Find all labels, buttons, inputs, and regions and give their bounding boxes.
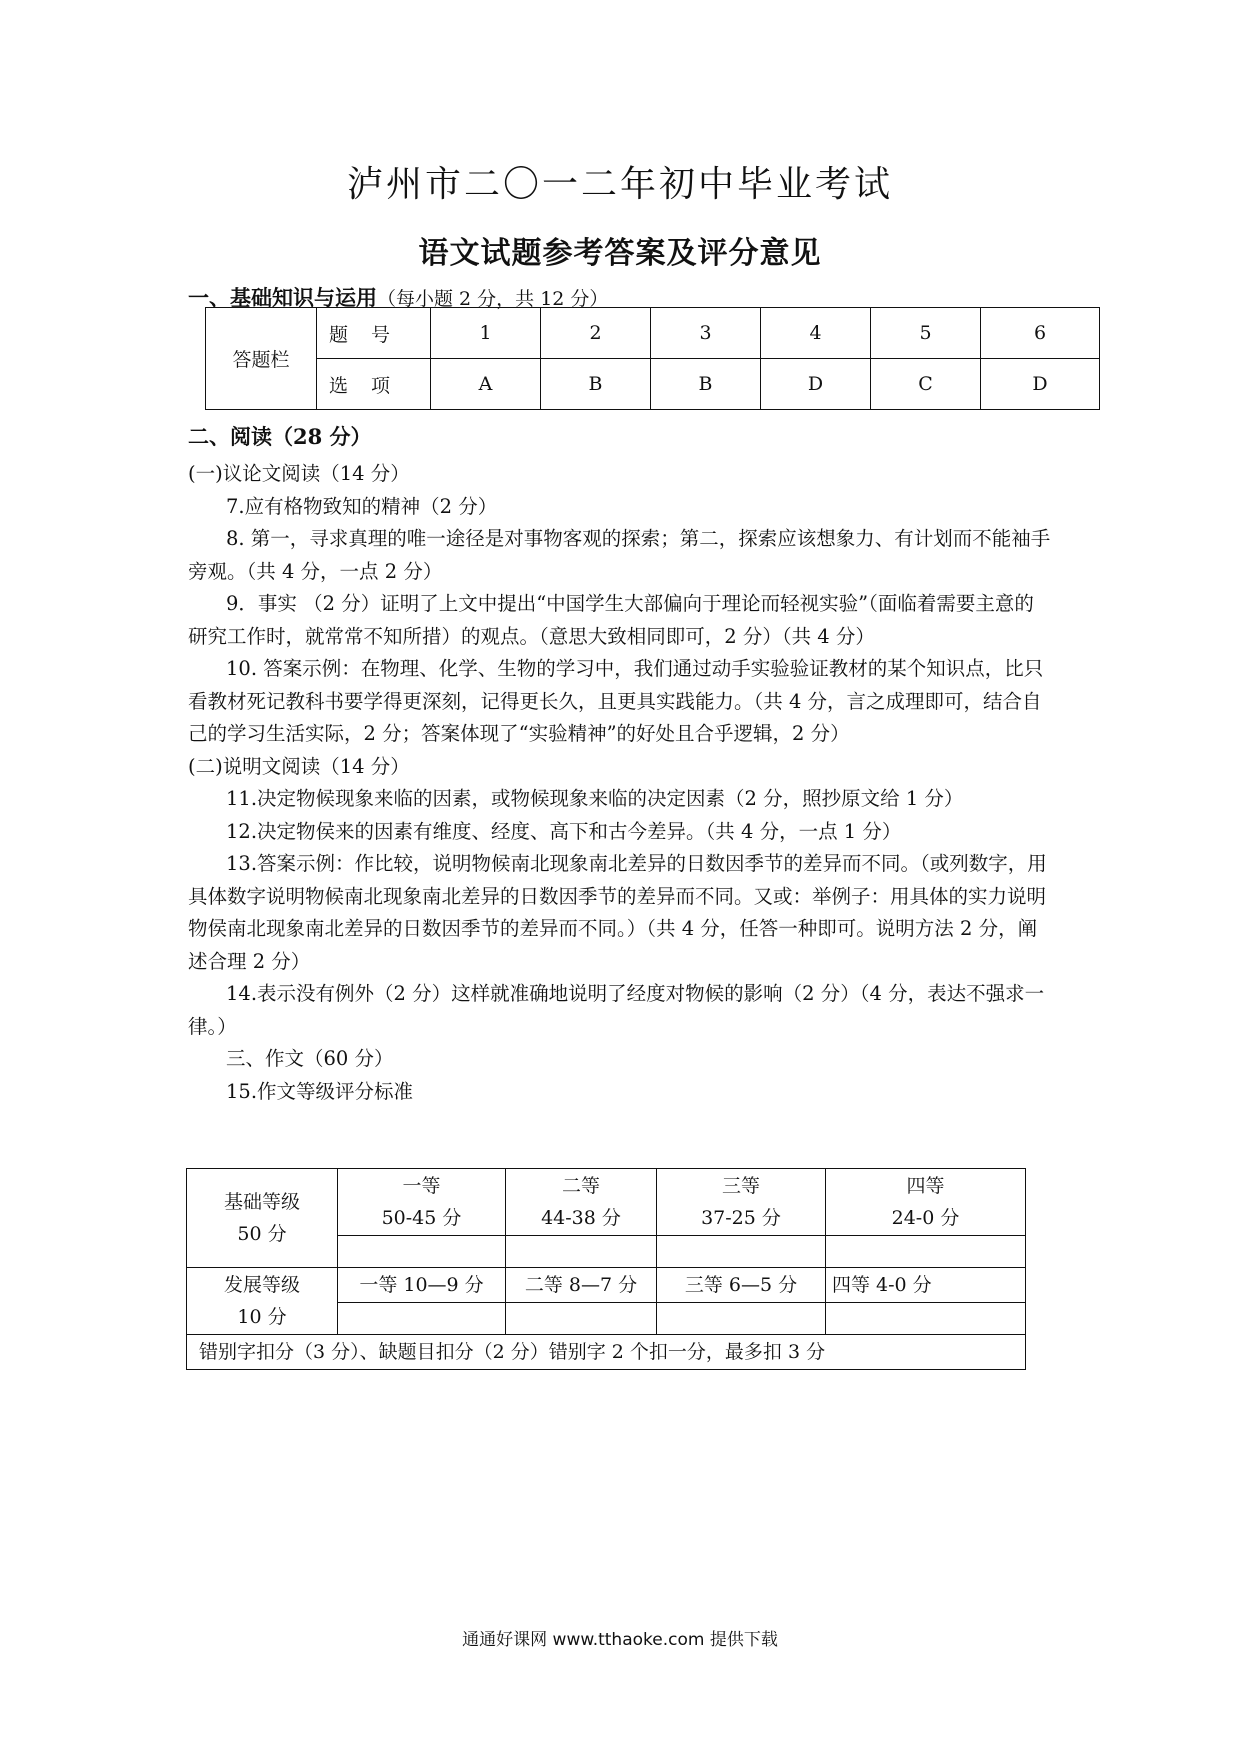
- answer-q9: 9．事实 （2 分）证明了上文中提出“中国学生大部偏向于理论而轻视实验”（面临着需要主意的研究工作时，就常常不知所措）的观点。（意思大致相同即可，2 分）（共 4 分）: [188, 592, 1034, 648]
- empty-cell: [657, 1303, 826, 1335]
- empty-cell: [657, 1236, 826, 1268]
- grade-range: 37-25 分: [701, 1207, 781, 1229]
- answer-q10: 10. 答案示例：在物理、化学、生物的学习中，我们通过动手实验验证教材的某个知识点，比只看教材死记教科书要学得更深刻，记得更长久，且更具实践能力。（共 4 分，言之成理即可，结合自己的学习生活实际，2 分；答案体现了“实验精神”的好处且合乎逻辑，2 分）: [188, 657, 1044, 745]
- dev-grade-1: 一等 10—9 分: [338, 1268, 506, 1303]
- empty-cell: [826, 1303, 1026, 1335]
- section-3-heading: 三、作文（60 分）: [226, 1047, 394, 1070]
- grade-range: 24-0 分: [891, 1207, 960, 1229]
- dev-level-label: 发展等级: [223, 1274, 300, 1296]
- answer-cell: B: [541, 359, 651, 410]
- answer-cell: D: [761, 359, 871, 410]
- basic-grade-4: [826, 1169, 1026, 1236]
- dev-level-score: 10 分: [237, 1306, 287, 1328]
- answer-q7: 7.应有格物致知的精神（2 分）: [226, 494, 498, 518]
- dev-grade-3: 三等 6—5 分: [657, 1268, 826, 1303]
- deduction-note: 错别字扣分（3 分）、缺题目扣分（2 分）错别字 2 个扣一分，最多扣 3 分: [187, 1335, 1026, 1370]
- essay-grading-table: [186, 1168, 1026, 1370]
- dev-grade-4: 四等 4-0 分: [826, 1268, 1026, 1303]
- empty-cell: [338, 1236, 506, 1268]
- section-2-heading: [188, 421, 372, 451]
- question-number: 6: [981, 308, 1100, 359]
- question-number: 2: [541, 308, 651, 359]
- answer-q15: 15.作文等级评分标准: [226, 1079, 414, 1103]
- answer-cell: D: [981, 359, 1100, 410]
- grade-name: 四等: [906, 1175, 945, 1197]
- dev-grade-2: 二等 8—7 分: [506, 1268, 657, 1303]
- basic-grade-3: [657, 1169, 826, 1236]
- answer-q14: 14.表示没有例外（2 分）这样就准确地说明了经度对物候的影响（2 分）（4 分，表达不强求一律。）: [188, 982, 1045, 1038]
- empty-cell: [338, 1303, 506, 1335]
- question-number: 3: [651, 308, 761, 359]
- question-number-label: 题 号: [317, 308, 431, 359]
- section-1-note: （每小题 2 分，共 12 分）: [377, 288, 609, 310]
- empty-cell: [506, 1303, 657, 1335]
- question-number: 5: [871, 308, 981, 359]
- basic-grade-2: [506, 1169, 657, 1236]
- option-label: 选 项: [317, 359, 431, 410]
- reading-answers: [188, 458, 1053, 1108]
- grade-name: 一等: [402, 1175, 441, 1197]
- answer-row-label: 答题栏: [206, 308, 317, 410]
- dev-level-cell: [187, 1268, 338, 1335]
- basic-level-score: 50 分: [237, 1223, 287, 1245]
- answer-table: [205, 307, 1100, 410]
- part-2-heading: (二)说明文阅读（14 分）: [188, 754, 410, 778]
- grade-range: 50-45 分: [381, 1207, 462, 1229]
- section-1-title: 一、基础知识与运用: [188, 285, 377, 310]
- answer-q12: 12.决定物侯来的因素有维度、经度、高下和古今差异。（共 4 分，一点 1 分）: [226, 819, 902, 843]
- basic-level-cell: [187, 1169, 338, 1268]
- question-number: 4: [761, 308, 871, 359]
- document-subtitle: 语文试题参考答案及评分意见: [418, 236, 822, 271]
- section-2-title: 二、阅读（28 分）: [188, 424, 372, 449]
- part-1-heading: (一)议论文阅读（14 分）: [188, 462, 410, 485]
- answer-cell: A: [431, 359, 541, 410]
- grade-name: 二等: [561, 1175, 600, 1197]
- answer-cell: B: [651, 359, 761, 410]
- answer-q11: 11.决定物候现象来临的因素，或物候现象来临的决定因素（2 分，照抄原文给 1 分）: [226, 787, 964, 810]
- answer-q8: 8. 第一，寻求真理的唯一途径是对事物客观的探索；第二，探索应该想象力、有计划而不能袖手旁观。（共 4 分，一点 2 分）: [188, 527, 1051, 583]
- empty-cell: [826, 1236, 1026, 1268]
- grade-name: 三等: [721, 1175, 760, 1197]
- question-number: 1: [431, 308, 541, 359]
- page-footer: 通通好课网 www.tthaoke.com 提供下载: [462, 1630, 778, 1650]
- basic-level-label: 基础等级: [223, 1191, 300, 1213]
- answer-q13: 13.答案示例：作比较，说明物候南北现象南北差异的日数因季节的差异而不同。（或列数字，用具体数字说明物候南北现象南北差异的日数因季节的差异而不同。又或：举例子：用具体的实力说明物侯南北现象南北差异的日数因季节的差异而不同。）（共 4 分，任答一种即可。说明方法 2 分，阐述合理 2 分）: [188, 852, 1047, 973]
- empty-cell: [506, 1236, 657, 1268]
- grade-range: 44-38 分: [541, 1207, 621, 1229]
- basic-grade-1: [338, 1169, 506, 1236]
- exam-title: 泸州市二〇一二年初中毕业考试: [346, 164, 893, 205]
- answer-cell: C: [871, 359, 981, 410]
